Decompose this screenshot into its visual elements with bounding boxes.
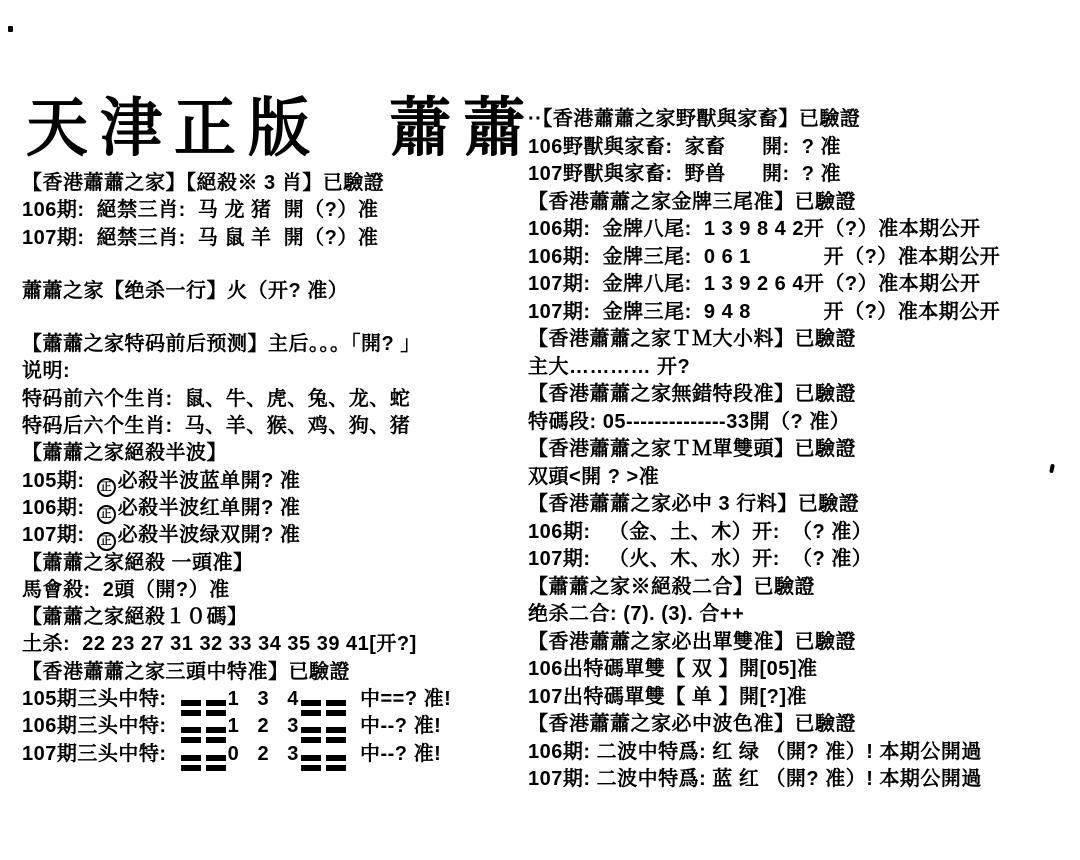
- text-line: 105期: 正 必殺半波蓝单開? 准: [22, 468, 522, 495]
- circled-char-mark: 正: [97, 505, 116, 524]
- left-column: [22, 170, 522, 768]
- text-line: 特碼段: 05--------------33開（? 准）: [528, 410, 851, 433]
- text-line: 107出特碼單雙【 单 】開[?]准: [528, 685, 808, 708]
- heavy-bars-mark: [181, 755, 226, 771]
- text-line: 【蕭蕭之家絕殺１０碼】: [22, 606, 248, 629]
- text-line: 【香港蕭蕭之家必中波色准】已驗證: [528, 713, 856, 735]
- page-title: 天津正版 蕭蕭: [26, 89, 538, 166]
- text-line: 【蕭蕭之家特码前后预测】主后。。。「開? 」: [22, 333, 421, 356]
- text-line: 105期三头中特: 1 3 4 中==? 准!: [22, 686, 522, 713]
- right-column: [528, 106, 1078, 794]
- text-line: 106期: （金、土、木）开: （? 准）: [528, 520, 873, 543]
- text-line: 107期: 金牌三尾: 9 4 8 开（?）准本期公开: [528, 300, 1001, 323]
- text-line: 【香港蕭蕭之家】【絕殺※ 3 肖】已驗證: [22, 172, 385, 194]
- text-line: 【香港蕭蕭之家必中 3 行料】已驗證: [528, 493, 860, 515]
- text-line: 106出特碼單雙【 双 】開[05]准: [528, 658, 818, 680]
- text-line: 106期: 正 必殺半波红单開? 准: [22, 495, 522, 522]
- text-line: 主大………… 开?: [528, 355, 691, 378]
- text-line: 107期: 金牌八尾: 1 3 9 2 6 4开（?）准本期公开: [528, 273, 981, 295]
- scan-artifact: [8, 26, 13, 32]
- text-line: 107野獸與家畜: 野兽 開: ? 准: [528, 163, 842, 185]
- circled-char-mark: 正: [97, 478, 116, 497]
- text-line: 107期: 絕禁三肖: 马 鼠 羊 開（?）准: [22, 226, 379, 249]
- text-line: 【香港蕭蕭之家必出單雙准】已驗證: [528, 630, 856, 653]
- text-line: ··【香港蕭蕭之家野獸與家畜】已驗證: [528, 108, 861, 130]
- text-line: 106野獸與家畜: 家畜 開: ? 准: [528, 135, 842, 158]
- text-line: 106期: 二波中特爲: 红 绿 （開? 准）! 本期公開過: [528, 740, 982, 763]
- text-line: 107期: 二波中特爲: 蓝 红 （開? 准）! 本期公開過: [528, 768, 982, 790]
- text-line: 【蕭蕭之家※絕殺二合】已驗證: [528, 575, 815, 598]
- text-line: 106期: 金牌三尾: 0 6 1 开（?）准本期公开: [528, 245, 1001, 268]
- text-line: 【蕭蕭之家絕殺 一頭准】: [22, 551, 254, 574]
- text-line: 107期: （火、木、水）开: （? 准）: [528, 548, 873, 570]
- text-line: 【香港蕭蕭之家ＴＭ大小料】已驗證: [528, 328, 856, 350]
- text-line: 特码后六个生肖: 马、羊、猴、鸡、狗、猪: [22, 415, 411, 438]
- text-line: 107期: 正 必殺半波绿双開? 准: [22, 522, 522, 549]
- text-line: 107期三头中特: 0 2 3 中--? 准!: [22, 741, 522, 768]
- text-line: 说明:: [22, 360, 71, 383]
- text-line: 馬會殺: 2頭（開?）准: [22, 578, 230, 601]
- text-line: 【香港蕭蕭之家三頭中特准】已驗證: [22, 660, 350, 683]
- text-line: 特码前六个生肖: 鼠、牛、虎、兔、龙、蛇: [22, 387, 411, 410]
- text-line: 【香港蕭蕭之家ＴＭ單雙頭】已驗證: [528, 438, 856, 460]
- text-line: 绝杀二合: (7). (3). 合++: [528, 603, 745, 625]
- text-line: 土杀: 22 23 27 31 32 33 34 35 39 41[开?]: [22, 633, 417, 656]
- text-line: 【香港蕭蕭之家無錯特段准】已驗證: [528, 383, 856, 405]
- circled-char-mark: 正: [97, 532, 116, 551]
- text-line: 【香港蕭蕭之家金牌三尾准】已驗證: [528, 190, 856, 213]
- text-line: 蕭蕭之家【绝杀一行】火（开? 准）: [22, 279, 349, 302]
- text-line: 【蕭蕭之家絕殺半波】: [22, 442, 227, 465]
- text-line: 106期: 金牌八尾: 1 3 9 8 4 2开（?）准本期公开: [528, 218, 981, 240]
- heavy-bars-mark: [301, 755, 346, 771]
- text-line: 106期三头中特: 1 2 3 中--? 准!: [22, 713, 522, 740]
- text-line: 双頭<開 ? >准: [528, 465, 660, 488]
- text-line: 106期: 絕禁三肖: 马 龙 猪 開（?）准: [22, 199, 379, 222]
